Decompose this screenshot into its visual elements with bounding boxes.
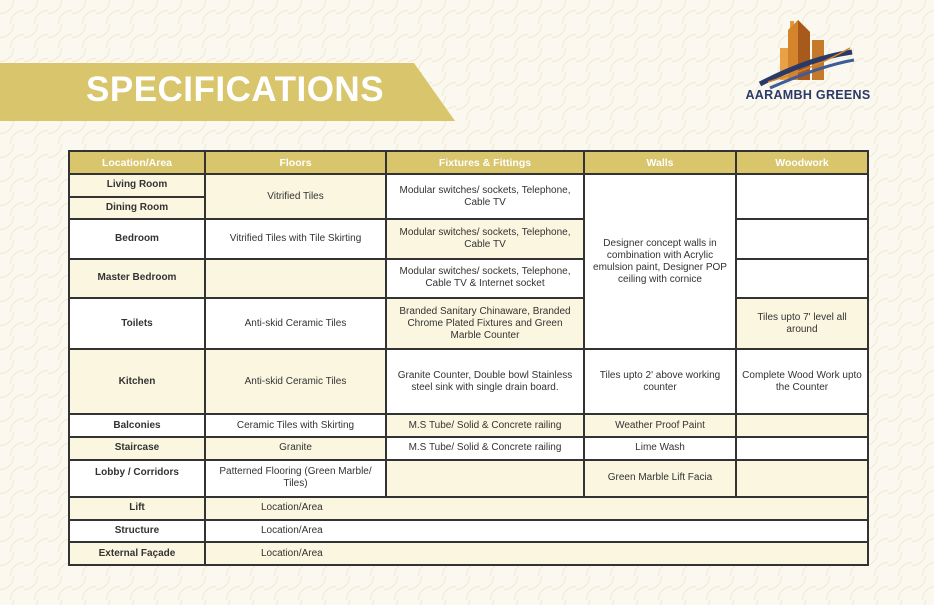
facade-value: Location/Area — [205, 542, 868, 565]
kitchen-woodwork: Complete Wood Work upto the Counter — [736, 349, 868, 414]
staircase-floors: Granite — [205, 437, 386, 460]
living-floors: Vitrified Tiles — [205, 174, 386, 219]
table-row — [69, 174, 868, 197]
lobby-fixtures — [386, 460, 584, 497]
kitchen-floors: Anti-skid Ceramic Tiles — [205, 349, 386, 414]
row-label-kitchen: Kitchen — [69, 349, 205, 414]
balconies-floors: Ceramic Tiles with Skirting — [205, 414, 386, 437]
row-label-lift: Lift — [69, 497, 205, 520]
master-fixtures: Modular switches/ sockets, Telephone, Cable TV & Internet socket — [386, 259, 584, 298]
lift-value: Location/Area — [205, 497, 868, 520]
table-header-row — [69, 151, 868, 174]
toilets-floors: Anti-skid Ceramic Tiles — [205, 298, 386, 350]
table-row — [69, 520, 868, 543]
row-label-structure: Structure — [69, 520, 205, 543]
table-row — [69, 349, 868, 414]
row-label-staircase: Staircase — [69, 437, 205, 460]
balconies-woodwork — [736, 414, 868, 437]
balconies-walls: Weather Proof Paint — [584, 414, 736, 437]
table-row — [69, 497, 868, 520]
table-row — [69, 219, 868, 258]
walls-merged: Designer concept walls in combination with Acrylic emulsion paint, Designer POP ceiling with cornice — [584, 174, 736, 349]
table-row — [69, 298, 868, 350]
staircase-woodwork — [736, 437, 868, 460]
lobby-woodwork — [736, 460, 868, 497]
row-label-lobby: Lobby / Corridors — [69, 460, 205, 497]
master-floors — [205, 259, 386, 298]
table-row — [69, 259, 868, 298]
row-label-bedroom: Bedroom — [69, 219, 205, 258]
header-floors: Floors — [205, 151, 386, 174]
balconies-fixtures: M.S Tube/ Solid & Concrete railing — [386, 414, 584, 437]
page-title: SPECIFICATIONS — [86, 70, 385, 109]
kitchen-fixtures: Granite Counter, Double bowl Stainless steel sink with single drain board. — [386, 349, 584, 414]
staircase-walls: Lime Wash — [584, 437, 736, 460]
table-row — [69, 414, 868, 437]
table-row — [69, 437, 868, 460]
header-woodwork: Woodwork — [736, 151, 868, 174]
bedroom-fixtures: Modular switches/ sockets, Telephone, Cable TV — [386, 219, 584, 258]
bedroom-woodwork — [736, 219, 868, 258]
lobby-floors: Patterned Flooring (Green Marble/ Tiles) — [205, 460, 386, 497]
row-label-master-bedroom: Master Bedroom — [69, 259, 205, 298]
specifications-table — [68, 150, 869, 566]
bedroom-floors: Vitrified Tiles with Tile Skirting — [205, 219, 386, 258]
table-row — [69, 542, 868, 565]
row-label-facade: External Façade — [69, 542, 205, 565]
living-woodwork — [736, 174, 868, 219]
toilets-fixtures: Branded Sanitary Chinaware, Branded Chrome Plated Fixtures and Green Marble Counter — [386, 298, 584, 350]
living-fixtures: Modular switches/ sockets, Telephone, Cable TV — [386, 174, 584, 219]
row-label-toilets: Toilets — [69, 298, 205, 350]
kitchen-walls: Tiles upto 2' above working counter — [584, 349, 736, 414]
table-row — [69, 460, 868, 497]
lobby-walls: Green Marble Lift Facia — [584, 460, 736, 497]
structure-value: Location/Area — [205, 520, 868, 543]
toilets-walls: Tiles upto 7' level all around — [736, 298, 868, 350]
row-label-living-room: Living Room — [69, 174, 205, 197]
row-label-dining-room: Dining Room — [69, 197, 205, 220]
header-walls: Walls — [584, 151, 736, 174]
staircase-fixtures: M.S Tube/ Solid & Concrete railing — [386, 437, 584, 460]
header-location: Location/Area — [69, 151, 205, 174]
master-woodwork — [736, 259, 868, 298]
header-fixtures: Fixtures & Fittings — [386, 151, 584, 174]
row-label-balconies: Balconies — [69, 414, 205, 437]
logo-text: AARAMBH GREENS — [745, 88, 871, 102]
